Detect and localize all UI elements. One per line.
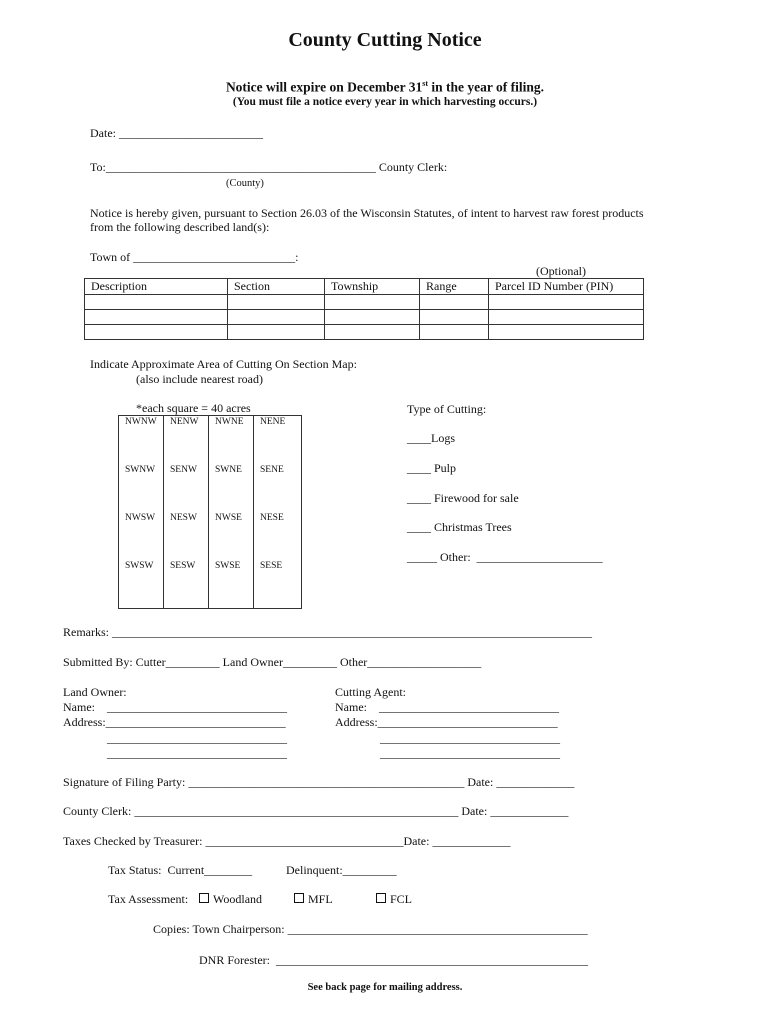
grid-cell[interactable]: NESW <box>164 512 209 560</box>
table-row[interactable] <box>85 325 644 340</box>
land-owner-name[interactable]: Name: ______________________________ <box>63 700 287 714</box>
grid-cell[interactable]: NWNW <box>119 416 164 464</box>
grid-cell[interactable]: SENE <box>260 465 284 475</box>
town-field[interactable]: Town of ___________________________: <box>90 250 299 264</box>
expiry-notice <box>0 79 770 96</box>
cutting-firewood[interactable]: ____ Firewood for sale <box>407 491 519 505</box>
woodland-label: Woodland <box>213 892 263 906</box>
table-cell[interactable] <box>489 310 644 325</box>
land-owner-address[interactable]: Address:______________________________ <box>63 715 286 729</box>
grid-cell[interactable]: SWSE <box>209 560 254 608</box>
table-cell[interactable] <box>420 295 489 310</box>
grid-cell[interactable]: SWSW <box>119 560 164 608</box>
map-scale-note: *each square = 40 acres <box>136 401 251 415</box>
mfl-label: MFL <box>308 892 333 906</box>
woodland-checkbox[interactable] <box>199 893 209 903</box>
page-title: County Cutting Notice <box>288 29 482 51</box>
land-owner-address-line[interactable]: ______________________________ <box>107 731 287 745</box>
col-pin: Parcel ID Number (PIN) <box>489 279 644 295</box>
county-clerk-field[interactable]: To:_____________________________________________ County Clerk: <box>90 160 448 174</box>
table-row[interactable] <box>85 310 644 325</box>
grid-cell[interactable]: SWNW <box>119 464 164 512</box>
fcl-checkbox[interactable] <box>376 893 386 903</box>
land-owner-address-line[interactable]: ______________________________ <box>107 746 287 760</box>
county-label: (County) <box>226 178 264 189</box>
cutting-agent-address-line[interactable]: ______________________________ <box>380 746 560 760</box>
submitted-by-field[interactable]: Submitted By: Cutter_________ Land Owner_________ Other___________________ <box>63 655 482 669</box>
table-header-row <box>85 279 644 295</box>
expiry-suffix: in the year of filing. <box>428 79 545 95</box>
tax-assessment-label: Tax Assessment: <box>108 892 189 906</box>
tax-status-delinquent[interactable]: Delinquent:_________ <box>286 863 397 877</box>
table-cell[interactable] <box>325 295 420 310</box>
grid-cell[interactable]: NWSW <box>119 512 164 560</box>
grid-cell[interactable]: SESE <box>260 561 283 571</box>
cutting-other[interactable]: _____ Other: _____________________ <box>407 550 603 564</box>
table-cell[interactable] <box>85 325 228 340</box>
filing-subnote: (You must file a notice every year in which harvesting occurs.) <box>232 96 538 108</box>
cutting-logs[interactable]: ____Logs <box>407 431 455 445</box>
cutting-agent-address-line[interactable]: ______________________________ <box>380 731 560 745</box>
table-cell[interactable] <box>228 325 325 340</box>
grid-cell[interactable]: SENW <box>164 464 209 512</box>
expiry-text: Notice will expire on December 31 <box>225 79 423 95</box>
table-cell[interactable] <box>489 295 644 310</box>
copies-town-chair[interactable]: Copies: Town Chairperson: __________________________________________________ <box>153 922 588 936</box>
map-instruction-road: (also include nearest road) <box>136 372 263 386</box>
grid-cell[interactable]: NESE <box>260 513 284 523</box>
cutting-type-label: Type of Cutting: <box>407 402 487 416</box>
mfl-checkbox[interactable] <box>294 893 304 903</box>
col-description: Description <box>85 279 228 295</box>
tax-status-current[interactable]: Tax Status: Current________ <box>108 863 253 877</box>
table-cell[interactable] <box>228 295 325 310</box>
col-range: Range <box>420 279 489 295</box>
table-cell[interactable] <box>85 310 228 325</box>
cutting-agent-address[interactable]: Address:______________________________ <box>335 715 558 729</box>
treasurer-field[interactable]: Taxes Checked by Treasurer: _________________________________Date: _____________ <box>63 834 511 848</box>
table-cell[interactable] <box>489 325 644 340</box>
table-cell[interactable] <box>228 310 325 325</box>
copies-dnr-forester[interactable]: DNR Forester: ____________________________________________________ <box>199 953 588 967</box>
grid-cell[interactable]: NENE <box>260 417 286 427</box>
table-cell[interactable] <box>420 325 489 340</box>
county-clerk-signature-field[interactable]: County Clerk: ______________________________________________________ Date: _____________ <box>63 804 569 818</box>
table-cell[interactable] <box>420 310 489 325</box>
remarks-field[interactable]: Remarks: ________________________________________________________________________________ <box>63 625 592 639</box>
grid-cell[interactable]: NWSE <box>209 512 254 560</box>
land-description-table <box>84 278 644 340</box>
grid-cell[interactable]: NWNE <box>209 416 254 464</box>
col-section: Section <box>228 279 325 295</box>
table-cell[interactable] <box>85 295 228 310</box>
footer-note: See back page for mailing address. <box>307 982 463 993</box>
grid-cell[interactable]: SESW <box>164 560 209 608</box>
mfl-option[interactable] <box>294 892 333 906</box>
notice-text-1: Notice is hereby given, pursuant to Section 26.03 of the Wisconsin Statutes, of intent to harvest raw forest products <box>90 206 644 220</box>
cutting-christmas-trees[interactable]: ____ Christmas Trees <box>407 520 512 534</box>
cutting-pulp[interactable]: ____ Pulp <box>407 461 457 475</box>
table-cell[interactable] <box>325 325 420 340</box>
col-township: Township <box>325 279 420 295</box>
date-field[interactable]: Date: ________________________ <box>90 126 263 140</box>
cutting-agent-name[interactable]: Name: ______________________________ <box>335 700 559 714</box>
grid-cell[interactable]: NENW <box>164 416 209 464</box>
expiry-sup: st <box>422 79 429 88</box>
fcl-option[interactable] <box>376 892 412 906</box>
section-map-grid[interactable] <box>118 415 302 609</box>
signature-field[interactable]: Signature of Filing Party: ______________________________________________ Date: _____________ <box>63 775 575 789</box>
optional-label: (Optional) <box>536 264 586 278</box>
table-cell[interactable] <box>325 310 420 325</box>
notice-text-2: from the following described land(s): <box>90 220 270 234</box>
land-owner-label: Land Owner: <box>63 685 127 699</box>
fcl-label: FCL <box>390 892 413 906</box>
cutting-agent-label: Cutting Agent: <box>335 685 407 699</box>
woodland-option[interactable] <box>199 892 262 906</box>
grid-cell[interactable]: SWNE <box>209 464 254 512</box>
table-row[interactable] <box>85 295 644 310</box>
map-instruction: Indicate Approximate Area of Cutting On Section Map: <box>90 357 357 371</box>
